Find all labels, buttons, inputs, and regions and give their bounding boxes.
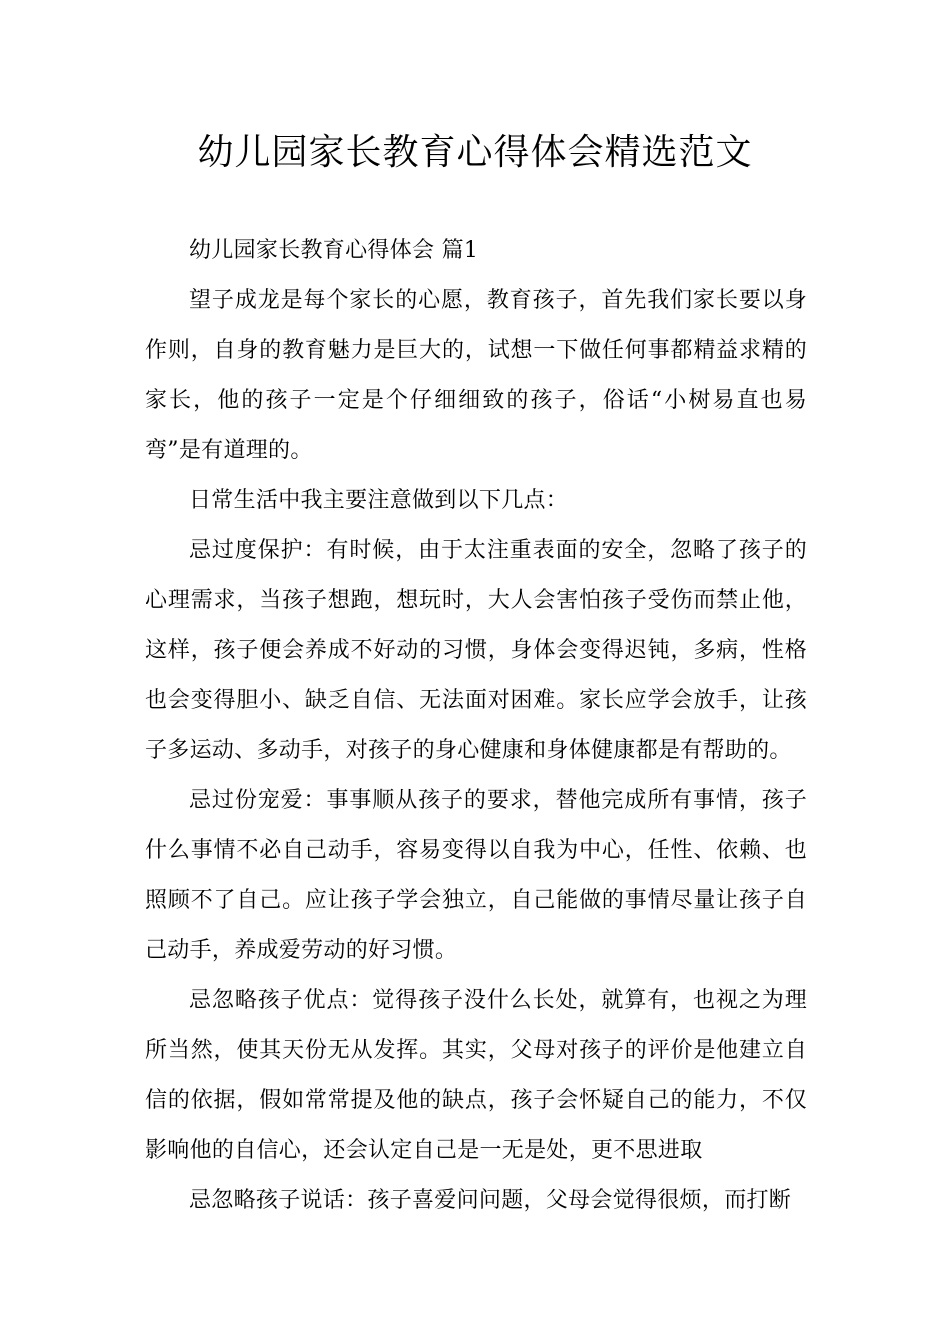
- section-heading: 幼儿园家长教育心得体会 篇1: [189, 238, 479, 263]
- paragraph: 忌忽略孩子说话：孩子喜爱问问题，父母会觉得很烦，而打断: [189, 1188, 792, 1213]
- document-body: [145, 226, 807, 1226]
- paragraph: 日常生活中我主要注意做到以下几点：: [189, 488, 569, 513]
- paragraph: 忌过度保护：有时候，由于太注重表面的安全，忽略了孩子的心理需求，当孩子想跑，想玩时，大人会害怕孩子受伤而禁止他，这样，孩子便会养成不好动的习惯，身体会变得迟钝，多病，性格也会变得胆小、缺乏自信、无法面对困难。家长应学会放手，让孩子多运动、多动手，对孩子的身心健康和身体健康都是有帮助的。: [145, 538, 807, 763]
- paragraph: 忌过份宠爱：事事顺从孩子的要求，替他完成所有事情，孩子什么事情不必自己动手，容易变得以自我为中心，任性、依赖、也照顾不了自己。应让孩子学会独立，自己能做的事情尽量让孩子自己动手，养成爱劳动的好习惯。: [145, 788, 807, 963]
- document-title: 幼儿园家长教育心得体会精选范文: [197, 132, 753, 173]
- paragraph: 忌忽略孩子优点：觉得孩子没什么长处，就算有，也视之为理所当然，使其天份无从发挥。其实，父母对孩子的评价是他建立自信的依据，假如常常提及他的缺点，孩子会怀疑自己的能力，不仅影响他的自信心，还会认定自己是一无是处，更不思进取: [145, 988, 807, 1163]
- paragraph: 望子成龙是每个家长的心愿，教育孩子，首先我们家长要以身作则，自身的教育魅力是巨大的，试想一下做任何事都精益求精的家长，他的孩子一定是个仔细细致的孩子，俗话“小树易直也易弯”是有道理的。: [145, 288, 807, 463]
